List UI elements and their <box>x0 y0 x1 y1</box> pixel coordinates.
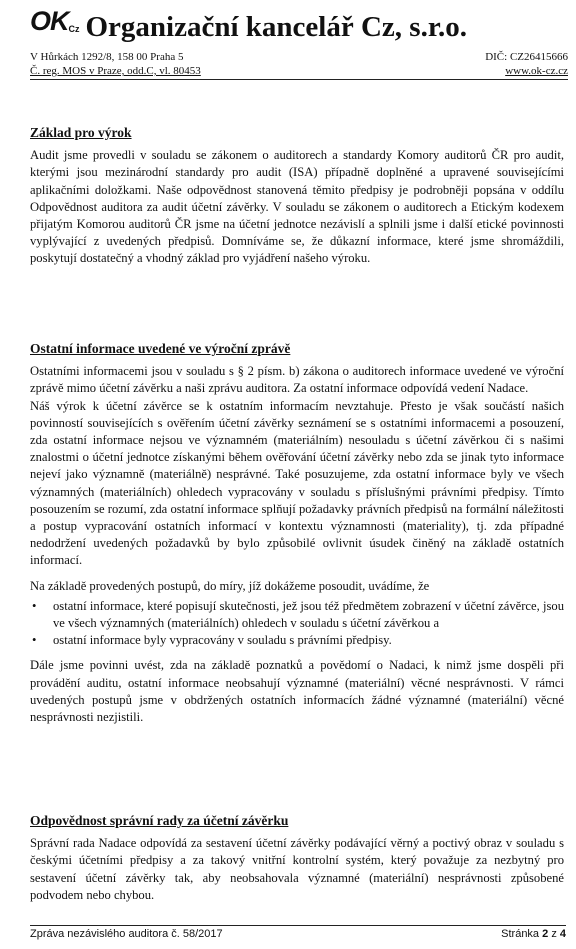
section-title: Ostatní informace uvedené ve výroční zprávě <box>30 341 291 356</box>
section-title: Základ pro výrok <box>30 125 132 140</box>
tax-id: DIČ: CZ26415666 <box>485 51 568 63</box>
letterhead-title-row <box>30 4 568 42</box>
list-item: • ostatní informace byly vypracovány v souladu s právními předpisy. <box>50 632 564 649</box>
letterhead <box>30 4 568 80</box>
list-item: • ostatní informace, které popisují skutečnosti, jež jsou též předmětem zobrazení v účetní závěrce, jsou ve všech významných (materiálních) ohledech v souladu s účetní závěrkou a <box>50 598 564 632</box>
paragraph: Na základě provedených postupů, do míry, jíž dokážeme posoudit, uvádíme, že <box>30 578 430 593</box>
registration-number: Č. reg. MOS v Praze, odd.C, vl. 80453 <box>30 65 201 77</box>
website-link[interactable]: www.ok-cz.cz <box>505 65 568 77</box>
section-title: Odpovědnost správní rady za účetní závěrku <box>30 813 289 828</box>
paragraph: Náš výrok k účetní závěrce se k ostatním informacím nevztahuje. Přesto je však součástí našich povinností souvisejících s ověřením účetní závěrky seznámení se s ostatními informacemi a posouzení, zda ostatní informace nejsou ve významném (materiálním) nesouladu s účetní závěrkou či s našimi znalostmi o účetní jednotce získanými během ověřování účetní závěrky nebo zda se jinak tyto informace nejeví jako významně (materiálně) nesprávné. Také posuzujeme, zda ostatní informace byly ve všech významných (materiálních) ohledech vypracovány v souladu s příslušnými právními předpisy. Tímto posouzením se rozumí, zda ostatní informace splňují požadavky právních předpisů na formální náležitosti a postup vypracování ostatních informací v kontextu významnosti (materiality), tj. zda případné nedodržení uvedených požadavků by bylo způsobilé ovlivnit úsudek činěný na základě ostatních informací. <box>30 398 564 568</box>
paragraph: Ostatními informacemi jsou v souladu s § 2 písm. b) zákona o auditorech informace uvedené ve výroční zprávě mimo účetní závěrku a naši zprávu auditora. Za ostatní informace odpovídá vedení Nadace. <box>30 364 564 396</box>
address-row <box>30 50 568 64</box>
ok-logo: $OK_{Cz}$ <box>30 6 80 36</box>
section-board-responsibility <box>30 812 564 904</box>
page-footer <box>30 925 566 940</box>
paragraph: Správní rada Nadace odpovídá za sestavení účetní závěrky podávající věrný a poctivý obraz v souladu s českými účetními předpisy a za takový vnitřní kontrolní systém, který považuje za nezbytný pro sestavení účetní závěrky tak, aby neobsahovala významné (materiální) nesprávnosti způsobené podvodem nebo chybou. <box>30 836 564 902</box>
section-other-information <box>30 340 564 726</box>
report-reference: Zpráva nezávislého auditora č. 58/2017 <box>30 928 223 940</box>
section-basis-for-opinion <box>30 124 564 268</box>
registration-row <box>30 64 568 80</box>
company-name: Organizační kancelář Cz, s.r.o. <box>85 11 468 43</box>
paragraph: Dále jsme povinni uvést, zda na základě poznatků a povědomí o Nadaci, k nimž jsme dospěli při provádění auditu, ostatní informace neobsahují významné (materiální) věcné nesprávnosti. V rámci uvedených postupů jsme v obdržených ostatních informacích žádné významné (materiální) věcné nesprávnosti nezjistili. <box>30 658 564 725</box>
page-number: Stránka 2 z 4 <box>501 928 566 940</box>
company-address: V Hůrkách 1292/8, 158 00 Praha 5 <box>30 51 184 63</box>
paragraph: Audit jsme provedli v souladu se zákonem o auditorech a standardy Komory auditorů ČR pro audit, kterými jsou mezinárodní standardy pro audit (ISA) případně doplněné a upravené souvisejícími aplikačními doložkami. Naše odpovědnost stanovená těmito předpisy je podrobněji popsána v oddílu Odpovědnost auditora za audit účetní závěrky. V souladu se zákonem o auditorech a Etickým kodexem přijatým Komorou auditorů ČR jsme na účetní jednotce nezávislí a splnili jsme i další etické povinnosti vyplývající z uvedených předpisů. Domníváme se, že důkazní informace, které jsme shromáždili, poskytují dostatečný a vhodný základ pro vyjádření našeho výroku. <box>30 148 564 266</box>
bullet-list <box>30 598 564 650</box>
